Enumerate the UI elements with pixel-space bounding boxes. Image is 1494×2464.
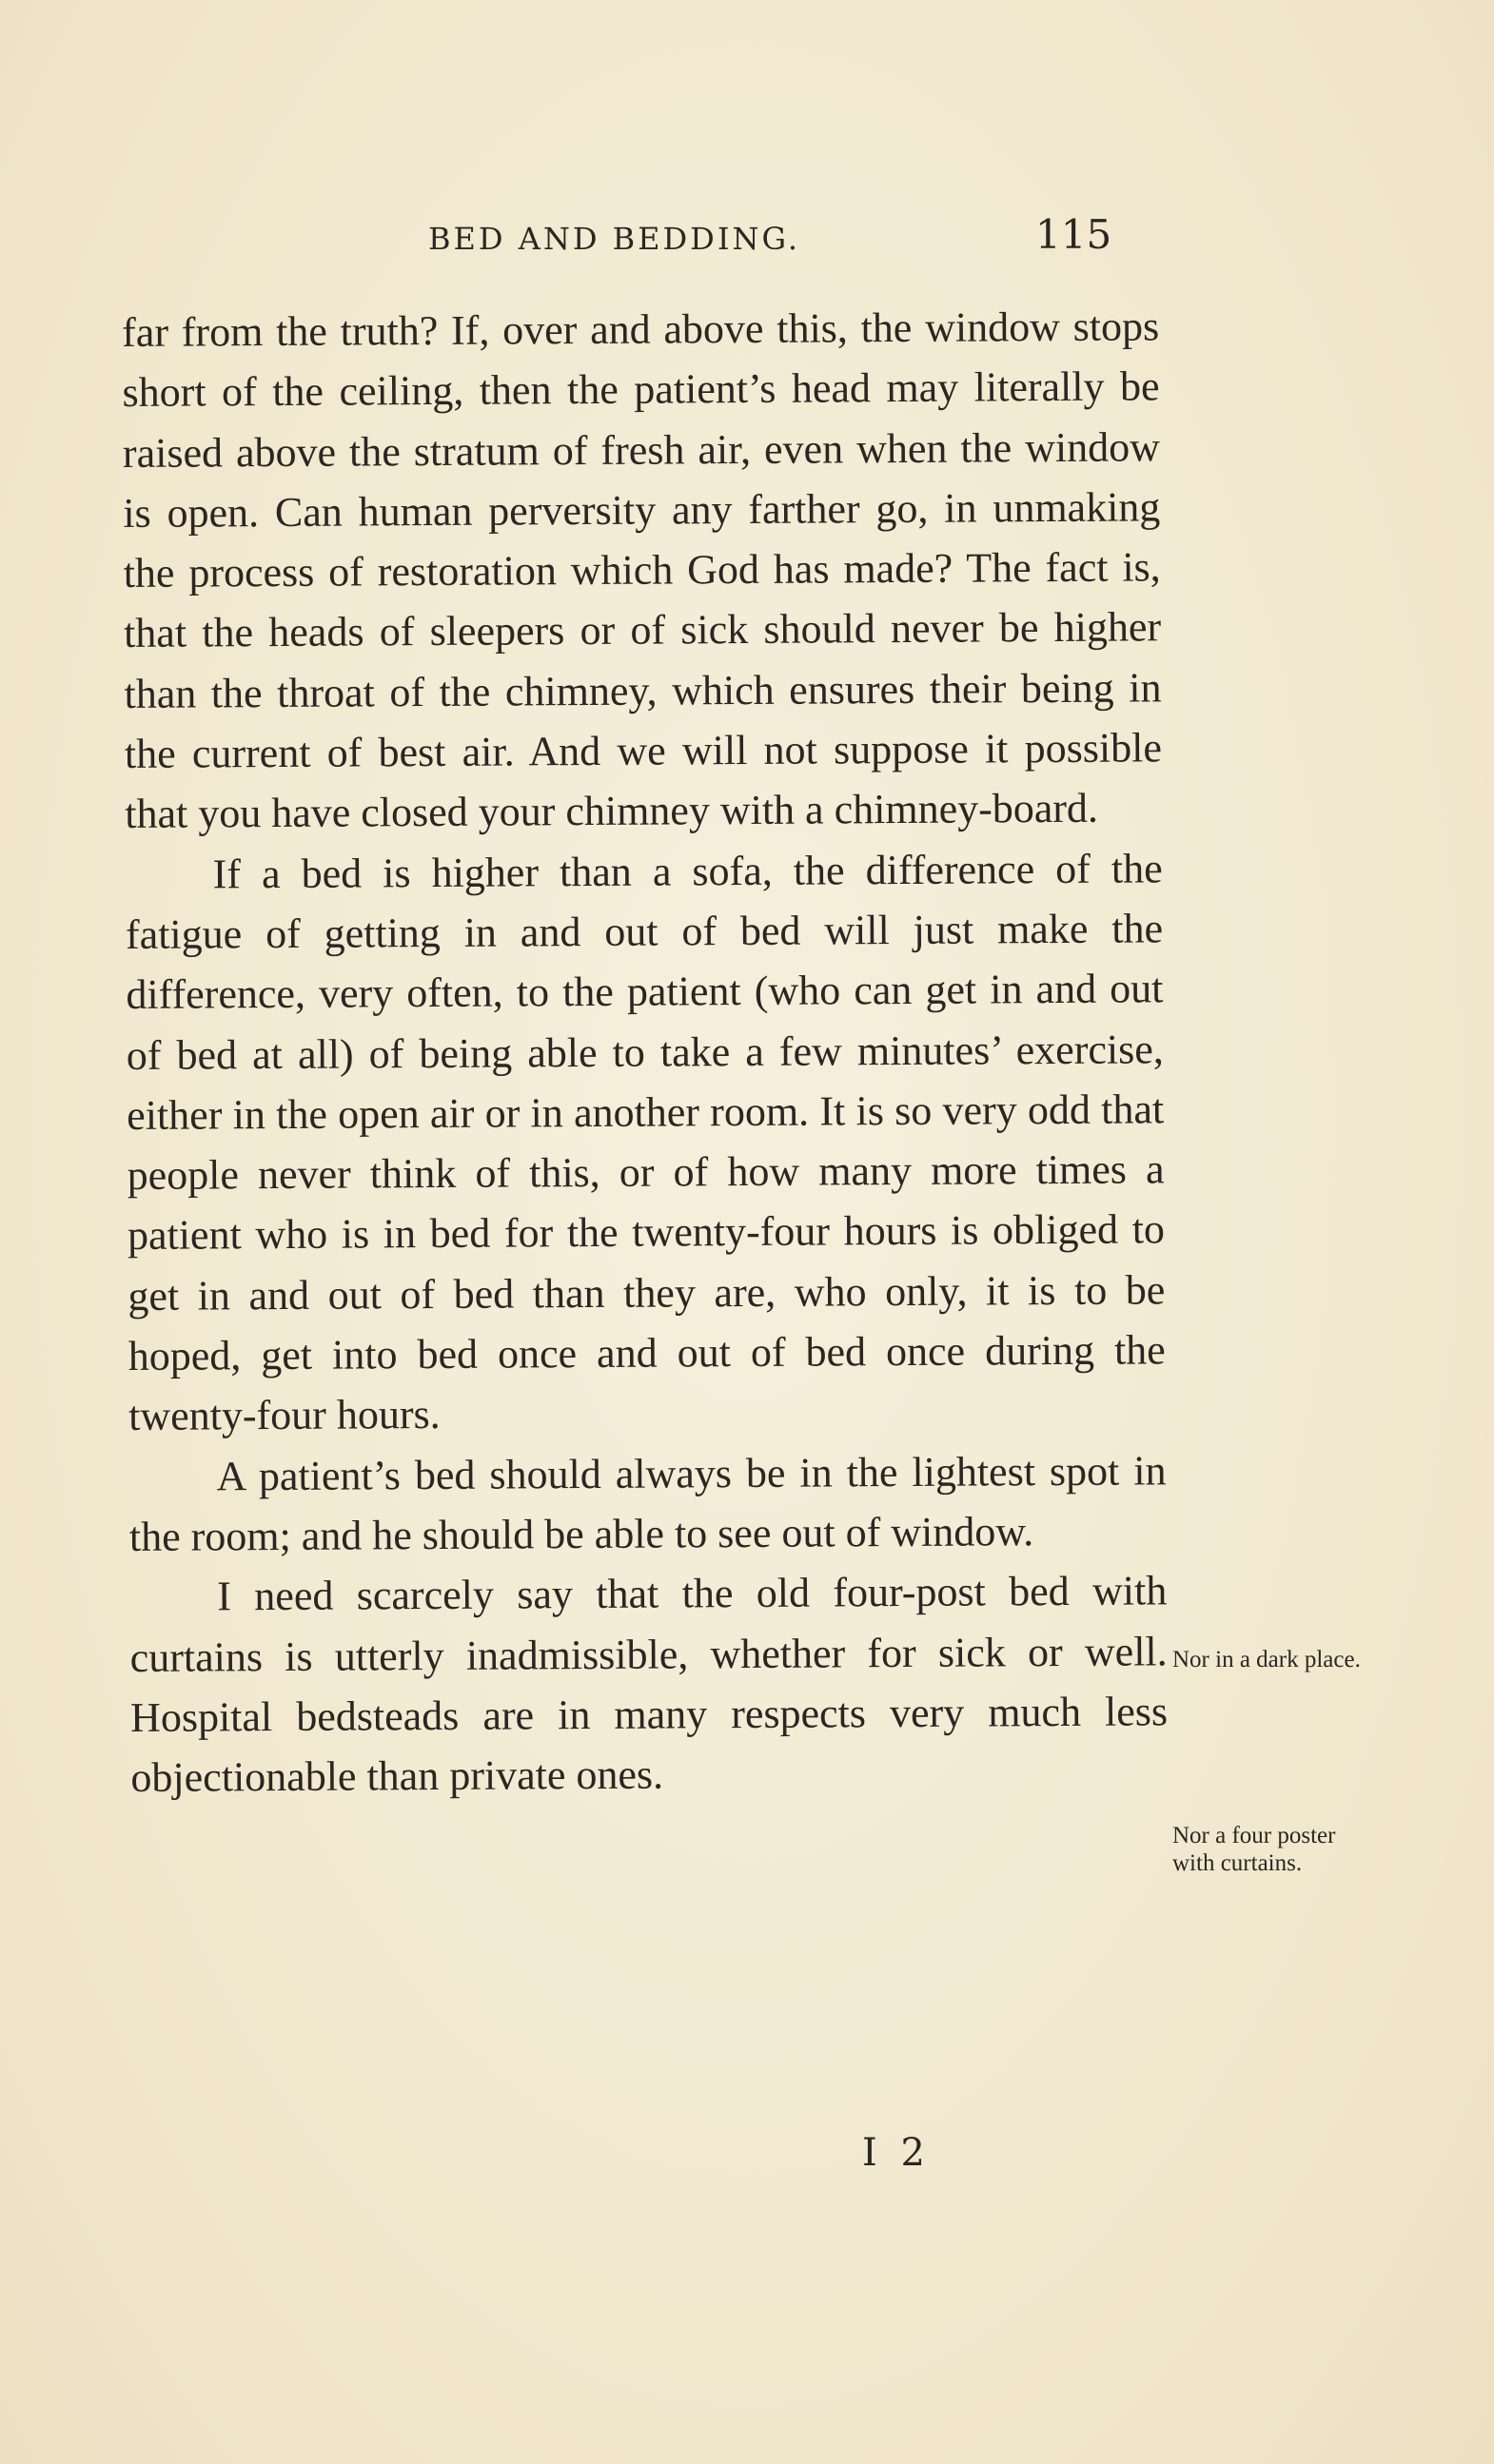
paragraph-4: I need scarcely say that the old four-post bed with curtains is utterly inadmissible, whether for sick or well. Hospital bedsteads are in many respects very much less objectionable than private ones. (129, 1567, 1169, 1802)
paragraph-2: If a bed is higher than a sofa, the difference of the fatigue of getting in and out of bed will just make the difference, very often, to the patient (who can get in and out of bed at all) of being able to take a few minutes’ exercise, either in the open air or in another room. It is so very odd that people never think of this, or of how many more times a patient who is in bed for the twenty-four hours is obliged to get in and out of bed than they are, who only, it is to be hoped, get into bed once and out of bed once during the twenty-four hours. (125, 845, 1166, 1440)
page-number: 115 (1035, 211, 1112, 258)
body-text (122, 296, 1169, 1808)
paragraph-3: A patient’s bed should always be in the lightest spot in the room; and he should be able to see out of window. (128, 1446, 1167, 1560)
paragraph-1: far from the truth? If, over and above this, the window stops short of the ceiling, then the patient’s head may literally be raised above the stratum of fresh air, even when the window is open. Can human perversity any farther go, in unmaking the process of restoration which God has made? The fact is, that the heads of sleepers or of sick should never be higher than the throat of the chimney, which ensures their being in the current of best air. And we will not suppose it possible that you have closed your chimney with a chimney-board. (122, 303, 1163, 838)
sidenote-four-poster: Nor a four poster with curtains. (1172, 1823, 1336, 1876)
sidenote-dark-place: Nor in a dark place. (1172, 1647, 1361, 1672)
running-title: BED AND BEDDING. (428, 221, 801, 257)
signature-mark: I 2 (862, 2131, 931, 2175)
